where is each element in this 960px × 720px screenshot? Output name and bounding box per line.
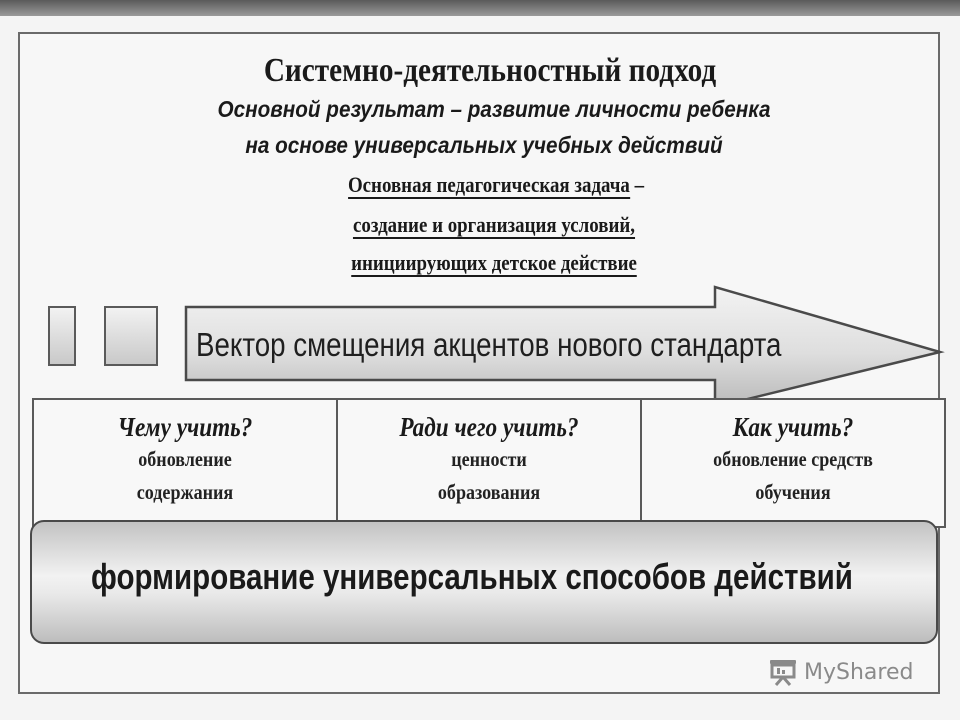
column-why-question: Ради чего учить? [399,412,579,442]
presentation-board-icon [768,658,798,686]
pedagogical-task-text-3: инициирующих детское действие [351,250,637,275]
approach-columns [32,398,946,528]
top-border-shade [0,0,960,16]
small-square-right [104,306,158,366]
slide-title: Системно-деятельностный подход [263,52,717,89]
watermark [768,658,913,686]
column-what-desc-2: содержания [136,480,234,504]
column-why [338,400,642,526]
main-result-line-1: Основной результат – развитие личности ребенка [217,96,771,122]
vector-arrow-label: Вектор смещения акцентов нового стандарта [196,326,782,363]
pedagogical-task-dash: – [629,172,645,197]
watermark-text: MyShared [804,659,914,685]
column-what-question: Чему учить? [117,412,253,442]
small-square-left [48,306,76,366]
pedagogical-task-line-1 [83,172,909,198]
column-how-question: Как учить? [732,412,854,442]
column-why-desc-2: образования [437,480,541,504]
column-what-desc-1: обновление [138,447,232,471]
pedagogical-task-text-2: создание и организация условий, [352,212,635,237]
column-how-desc-1: обновление средств [713,447,873,471]
column-how-desc-2: обучения [755,480,831,504]
column-how [642,400,944,526]
bottom-banner-label: формирование универсальных способов действий [91,556,853,597]
column-what [34,400,338,526]
pedagogical-task-heading: Основная педагогическая задача [347,172,630,197]
main-result-line-2: на основе универсальных учебных действий [245,132,723,158]
column-why-desc-1: ценности [451,447,527,471]
pedagogical-task-line-3 [81,250,907,276]
pedagogical-task-line-2 [81,212,907,238]
